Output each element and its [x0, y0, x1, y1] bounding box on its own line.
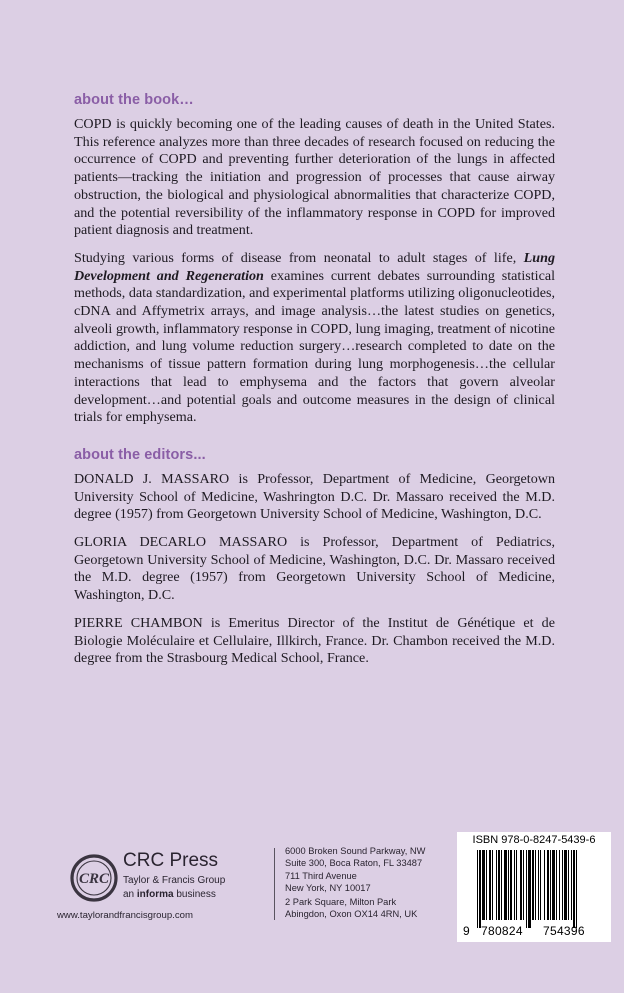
barcode-bar — [510, 850, 512, 920]
publisher-website: www.taylorandfrancisgroup.com — [57, 910, 193, 921]
address-line: 6000 Broken Sound Parkway, NW — [285, 846, 426, 856]
barcode-bar — [528, 850, 531, 928]
barcode-bar — [535, 850, 536, 920]
about-book-paragraph-2 — [74, 250, 555, 427]
about-book-paragraph-2-body: examines current debates surrounding statistical methods, data standardization, and experimental platforms utilizing oligonucleotides, cDNA and Affymetrix arrays, and image analysis…the latest studies on genetics, alveoli growth, inflammatory response in COPD, lung imaging, treatment of nicotine addiction, and lung volume reduction surgery…research completed to date on the mechanisms of tissue pattern formation during lung morphogenesis…the cellular interactions that lead to emphysema and the factors that govern alveolar development…and potential goals and outcome measures in the design of clinical trials for emphysema. — [74, 267, 555, 426]
address-abingdon — [285, 897, 425, 920]
barcode-bar — [568, 850, 569, 920]
publisher-block — [68, 848, 268, 948]
barcode-bar — [526, 850, 527, 928]
crc-logo-icon — [68, 852, 120, 904]
editor-bio-1: DONALD J. MASSARO is Professor, Department of Medicine, Georgetown University School of Medicine, Washrington D.C. Dr. Massaro received the M.D. degree (1957) from Georgetown University School of Medicine, Washington, D.C. — [74, 470, 555, 523]
barcode-bar — [489, 850, 491, 920]
book-title: Lung Development and Regeneration — [74, 249, 555, 284]
barcode-bars — [463, 850, 605, 930]
barcode-digit-first: 9 — [463, 924, 470, 938]
barcode-bar — [562, 850, 563, 920]
barcode-bar — [532, 850, 534, 920]
barcode-bar — [552, 850, 555, 920]
barcode-bar — [498, 850, 500, 920]
barcode-bar — [508, 850, 509, 920]
editor-bio-2: GLORIA DECARLO MASSARO is Professor, Department of Pediatrics, Georgetown University School of Medicine, Washington, D.C. Dr. Massaro received the M.D. degree (1957) from Georgetown University School of Medicine, Washington, D.C. — [74, 534, 555, 604]
barcode-bar — [514, 850, 515, 920]
publisher-group: Taylor & Francis Group — [123, 875, 226, 886]
address-line: 711 Third Avenue — [285, 871, 357, 882]
divider — [274, 848, 275, 920]
barcode-bar — [523, 850, 524, 920]
informa-brand: informa — [136, 889, 174, 900]
barcode-bar — [547, 850, 549, 920]
barcode-bar — [564, 850, 567, 920]
address-line: Abingdon, Oxon OX14 4RN, UK — [285, 908, 418, 919]
barcode-digits-left: 780824 — [481, 924, 523, 938]
barcode-bar — [573, 850, 575, 928]
barcode-bar — [544, 850, 545, 920]
barcode-digits-right: 754396 — [543, 924, 585, 938]
publisher-addresses — [285, 846, 425, 922]
isbn-label: ISBN 978-0-8247-5439-6 — [472, 834, 596, 846]
publisher-business — [123, 889, 216, 900]
barcode-bar — [576, 850, 577, 928]
barcode-bar — [540, 850, 541, 920]
business-prefix: an — [123, 889, 137, 900]
barcode-bar — [556, 850, 557, 920]
address-boca-raton — [285, 846, 425, 869]
address-line: New York, NY 10017 — [285, 883, 371, 894]
back-cover-text — [74, 92, 555, 678]
barcode-bar — [550, 850, 551, 920]
about-book-paragraph-2-intro: Studying various forms of disease from neonatal to adult stages of life, — [74, 249, 524, 266]
about-book-paragraph-1: COPD is quickly becoming one of the leading causes of death in the United States. This reference analyzes more than three decades of research focused on reducing the occurrence of COPD and preventing further deterioration of the lungs in affected patients—tracking the initiation and progression of processes that cause airway obstruction, the biological and physiological abnormalities that characterize COPD, and the potential reversibility of the inflammatory response in COPD for improved patient diagnosis and treatment. — [74, 116, 555, 239]
address-line: Suite 300, Boca Raton, FL 33487 — [285, 857, 423, 868]
barcode-bar — [486, 850, 487, 920]
barcode-bar — [538, 850, 539, 920]
barcode-bar — [496, 850, 497, 920]
barcode-bar — [477, 850, 478, 928]
address-line: 2 Park Square, Milton Park — [285, 896, 397, 907]
publisher-name: CRC Press — [123, 850, 219, 871]
barcode-bar — [479, 850, 481, 928]
barcode-bar — [516, 850, 517, 920]
business-suffix: business — [173, 889, 216, 900]
barcode-bar — [501, 850, 502, 920]
editor-bio-3: PIERRE CHAMBON is Emeritus Director of the Institut de Génétique et de Biologie Moléculaire et Cellulaire, Illkirch, France. Dr. Chambon received the M.D. degree from the Strasbourg Medical School, France. — [74, 614, 555, 667]
address-new-york — [285, 871, 425, 894]
isbn-barcode — [457, 832, 611, 942]
barcode-bar — [520, 850, 522, 920]
barcode-bar — [504, 850, 507, 920]
barcode-bar — [492, 850, 493, 920]
barcode-bar — [482, 850, 485, 920]
barcode-bar — [571, 850, 572, 920]
barcode-bar — [559, 850, 560, 920]
crc-logo-text: CRC — [78, 871, 110, 887]
about-book-heading: about the book… — [74, 92, 194, 108]
about-editors-heading: about the editors... — [74, 446, 206, 463]
